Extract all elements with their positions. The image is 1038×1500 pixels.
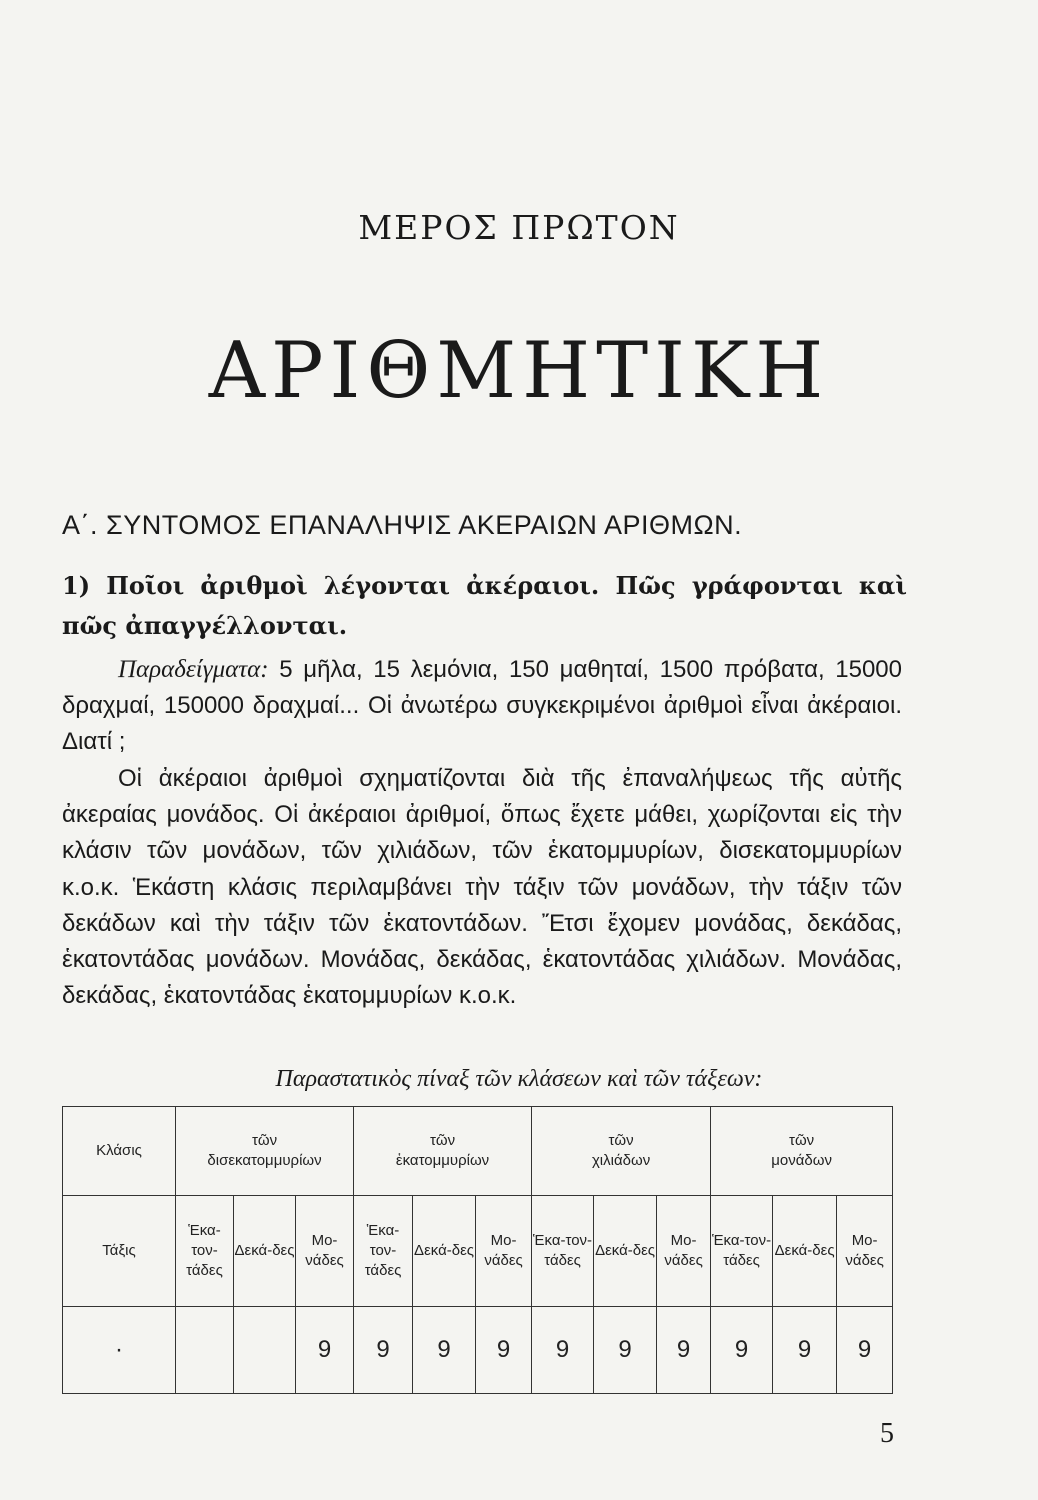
examples-paragraph xyxy=(62,652,902,761)
order-tens-cell: Δεκά-δες xyxy=(773,1196,837,1307)
classes-orders-table xyxy=(62,1106,893,1394)
class-cell-thousands: τῶν χιλιάδων xyxy=(532,1107,711,1196)
digit-cell: 9 xyxy=(657,1307,711,1394)
digit-cell xyxy=(234,1307,296,1394)
order-hundreds-cell: Ἑκα-τον-τάδες xyxy=(532,1196,594,1307)
digit-cell: 9 xyxy=(532,1307,594,1394)
order-hundreds-cell: Ἑκα-τον-τάδες xyxy=(176,1196,234,1307)
digit-cell: 9 xyxy=(773,1307,837,1394)
subject-title: ΑΡΙΘΜΗΤΙΚΗ xyxy=(208,326,830,416)
order-tens-cell: Δεκά-δες xyxy=(413,1196,476,1307)
order-hundreds-cell: Ἑκα-τον-τάδες xyxy=(354,1196,413,1307)
class-row xyxy=(63,1107,893,1196)
question-heading: 1) Ποῖοι ἀριθμοὶ λέγονται ἀκέραιοι. Πῶς γράφονται καὶ πῶς ἀπαγγέλλονται. xyxy=(62,571,907,640)
order-tens-cell: Δεκά-δες xyxy=(234,1196,296,1307)
order-label-cell: Τάξις xyxy=(63,1196,176,1307)
order-units-cell: Μο-νάδες xyxy=(476,1196,532,1307)
order-units-cell: Μο-νάδες xyxy=(837,1196,893,1307)
digit-cell xyxy=(176,1307,234,1394)
examples-text: 5 μῆλα, 15 λεμόνια, 150 μαθηταί, 1500 πρόβατα, 15000 δραχμαί, 150000 δραχμαί... Οἱ ἀνωτέρω συγκεκριμένοι ἀριθμοὶ εἶναι ἀκέραιοι. Διατί ; xyxy=(62,656,902,756)
section-heading: Α΄. ΣΥΝΤΟΜΟΣ ΕΠΑΝΑΛΗΨΙΣ ΑΚΕΡΑΙΩΝ ΑΡΙΘΜΩΝ. xyxy=(62,510,743,540)
digit-marker-cell: · xyxy=(63,1307,176,1394)
table-caption: Παραστατικὸς πίναξ τῶν κλάσεων καὶ τῶν τάξεων: xyxy=(275,1066,763,1092)
class-cell-billions: τῶν δισεκατομμυρίων xyxy=(176,1107,354,1196)
digit-cell: 9 xyxy=(296,1307,354,1394)
digit-cell: 9 xyxy=(354,1307,413,1394)
digit-cell: 9 xyxy=(837,1307,893,1394)
digit-row xyxy=(63,1307,893,1394)
order-units-cell: Μο-νάδες xyxy=(657,1196,711,1307)
order-hundreds-cell: Ἑκα-τον-τάδες xyxy=(711,1196,773,1307)
page-number: 5 xyxy=(880,1418,894,1449)
examples-lead: Παραδείγματα: xyxy=(118,656,269,683)
digit-cell: 9 xyxy=(413,1307,476,1394)
class-label-cell: Κλάσις xyxy=(63,1107,176,1196)
digit-cell: 9 xyxy=(594,1307,657,1394)
digit-cell: 9 xyxy=(711,1307,773,1394)
order-row xyxy=(63,1196,893,1307)
digit-cell: 9 xyxy=(476,1307,532,1394)
class-cell-units: τῶν μονάδων xyxy=(711,1107,893,1196)
order-tens-cell: Δεκά-δες xyxy=(594,1196,657,1307)
order-units-cell: Μο-νάδες xyxy=(296,1196,354,1307)
explanation-paragraph: Οἱ ἀκέραιοι ἀριθμοὶ σχηματίζονται διὰ τῆς ἐπαναλήψεως τῆς αὐτῆς ἀκεραίας μονάδος. Οἱ ἀκέραιοι ἀριθμοί, ὅπως ἔχετε μάθει, χωρίζονται εἰς τὴν κλάσιν τῶν μονάδων, τῶν χιλιάδων, τῶν ἑκατομμυρίων, δισεκατομμυρίων κ.ο.κ. Ἑκάστη κλάσις περιλαμβάνει τὴν τάξιν τῶν μονάδων, τὴν τάξιν τῶν δεκάδων καὶ τὴν τάξιν τῶν ἑκατοντάδων. Ἔτσι ἔχομεν μονάδας, δεκάδας, ἑκατοντάδας μονάδων. Μονάδας, δεκάδας, ἑκατοντάδας χιλιάδων. Μονάδας, δεκάδας, ἑκατοντάδας ἑκατομμυρίων κ.ο.κ. xyxy=(62,765,902,1010)
part-title: ΜΕΡΟΣ ΠΡΩΤΟΝ xyxy=(358,208,680,247)
class-cell-millions: τῶν ἑκατομμυρίων xyxy=(354,1107,532,1196)
